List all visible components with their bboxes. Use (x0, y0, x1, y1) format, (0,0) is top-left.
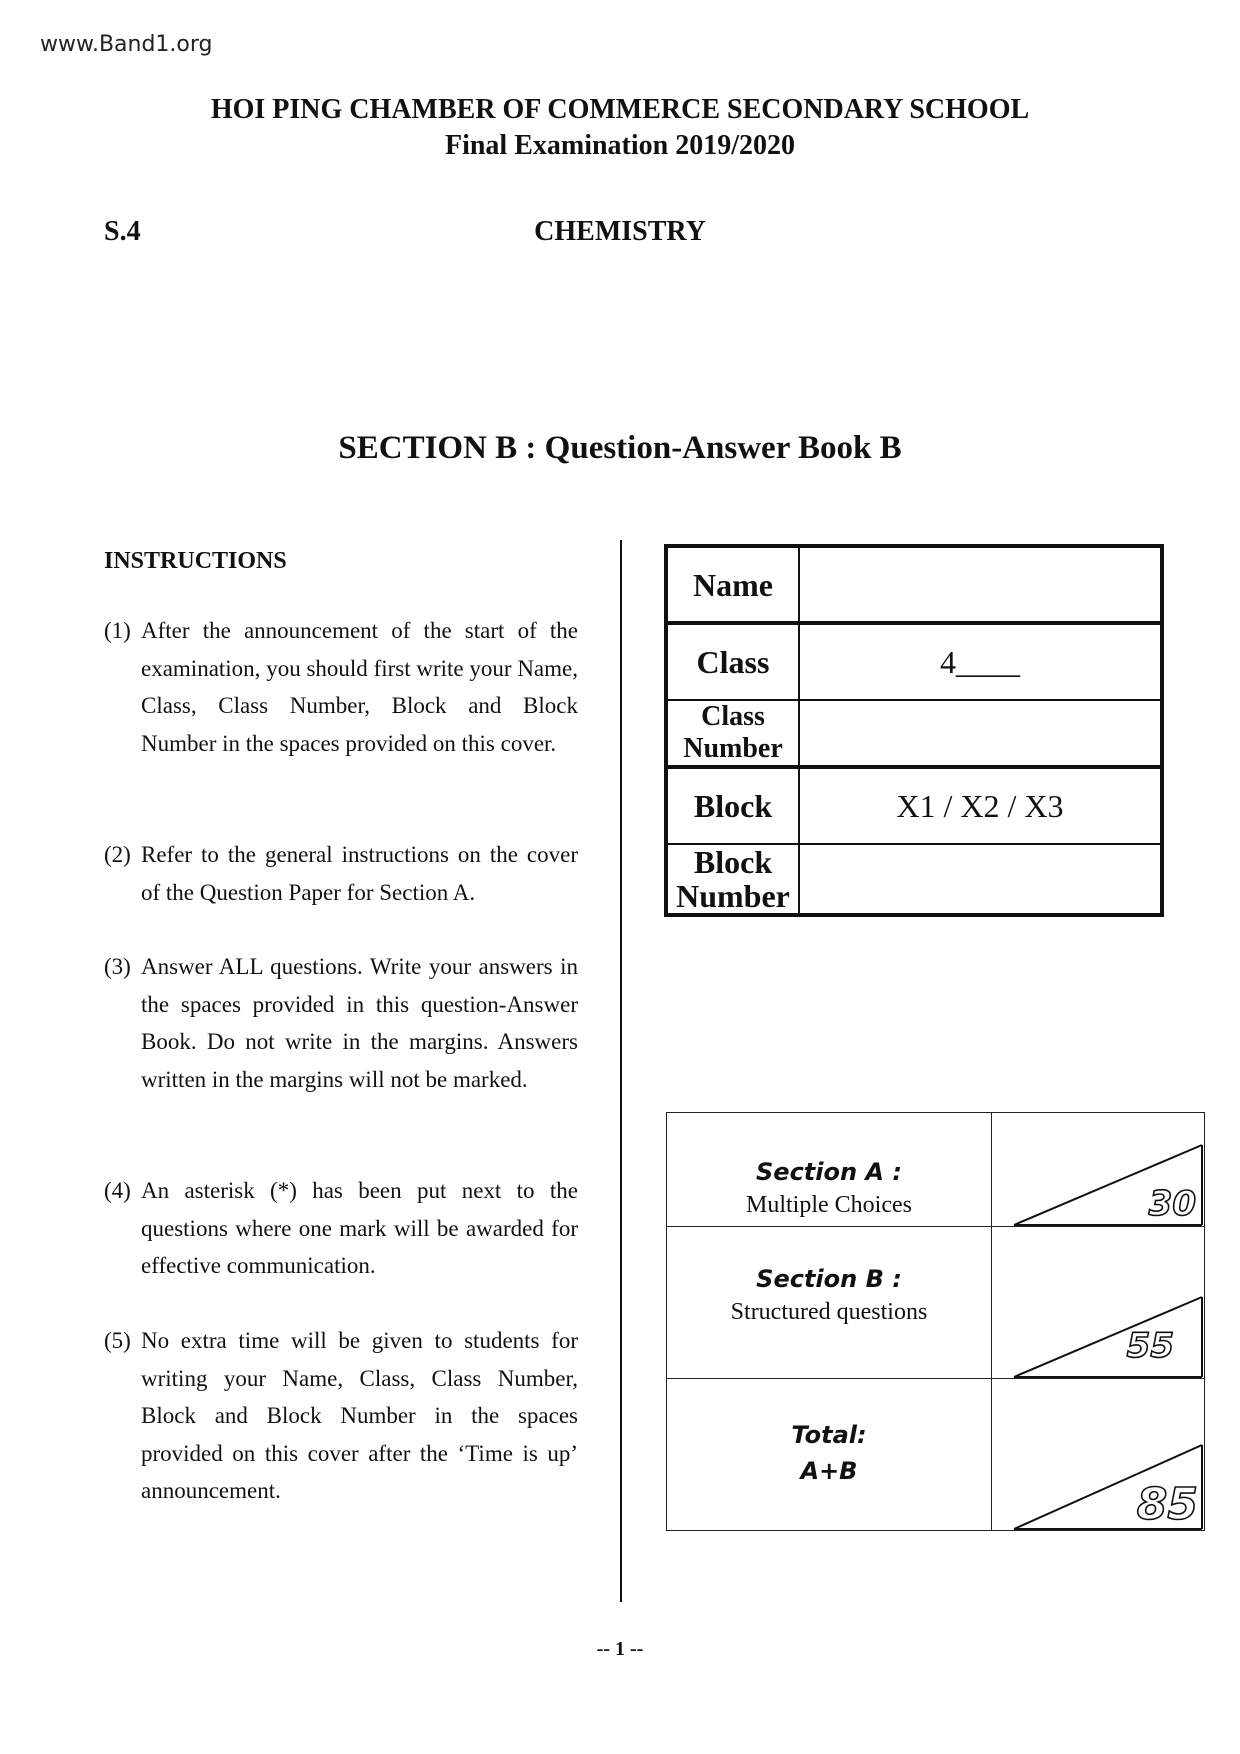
total-cell (667, 1379, 992, 1531)
form-level: S.4 (104, 216, 141, 247)
instruction-number: (5) (104, 1328, 131, 1353)
class-number-label (666, 700, 799, 767)
class-number-field[interactable] (799, 700, 1162, 767)
instruction-text: Answer ALL questions. Write your answers in the spaces provided in this question-Answer Book. Do not write in the margins. Answers written in the margins will not be marked. (141, 954, 578, 1092)
instruction-item-3 (104, 948, 578, 1098)
instruction-number: (2) (104, 842, 131, 867)
instruction-text: No extra time will be given to students for writing your Name, Class, Class Number, Block and Block Number in the spaces provided on this cover after the ‘Time is up’ announcement. (141, 1328, 578, 1503)
section-a-total-marks: 30 (1148, 1184, 1196, 1224)
section-b-heading: Section B : (756, 1265, 902, 1293)
section-a-row (667, 1113, 1205, 1227)
page-number: -- 1 -- (596, 1638, 644, 1660)
instruction-number: (1) (104, 618, 131, 643)
block-number-row (666, 844, 1162, 915)
exam-title: Final Examination 2019/2020 (444, 130, 796, 161)
name-field[interactable] (799, 546, 1162, 623)
block-number-label-line1: Block (693, 844, 773, 880)
instruction-item-2 (104, 836, 578, 911)
section-a-subtitle: Multiple Choices (746, 1192, 912, 1218)
block-number-field[interactable] (799, 844, 1162, 915)
block-row (666, 767, 1162, 844)
class-number-label-line1: Class (701, 701, 765, 732)
block-number-label (666, 844, 799, 915)
block-number-label-line2: Number (676, 878, 790, 914)
class-label: Class (666, 623, 799, 700)
section-b-score-box[interactable] (992, 1227, 1205, 1379)
instruction-item-5 (104, 1322, 578, 1510)
column-divider (620, 540, 622, 1602)
section-b-row (667, 1227, 1205, 1379)
section-a-score-box[interactable] (992, 1113, 1205, 1227)
class-number-label-line2: Number (683, 733, 783, 764)
total-subtitle: A+B (800, 1457, 858, 1485)
section-a-cell (667, 1113, 992, 1227)
class-number-row (666, 700, 1162, 767)
subject-title: CHEMISTRY (534, 216, 706, 247)
section-b-total-marks: 55 (1126, 1326, 1174, 1366)
section-b-subtitle: Structured questions (730, 1299, 928, 1325)
class-row (666, 623, 1162, 700)
class-field[interactable]: 4____ (799, 623, 1162, 700)
section-b-cell (667, 1227, 992, 1379)
block-field[interactable]: X1 / X2 / X3 (799, 767, 1162, 844)
instruction-number: (3) (104, 954, 131, 979)
watermark-url: www.Band1.org (40, 32, 213, 57)
instruction-text: Refer to the general instructions on the cover of the Question Paper for Section A. (141, 842, 578, 905)
instruction-number: (4) (104, 1178, 131, 1203)
block-label: Block (666, 767, 799, 844)
section-a-heading: Section A : (756, 1158, 902, 1186)
school-header (0, 92, 1240, 164)
name-row (666, 546, 1162, 623)
marks-table (666, 1112, 1205, 1531)
student-info-table (664, 544, 1164, 917)
section-title: SECTION B : Question-Answer Book B (338, 430, 902, 466)
name-label: Name (666, 546, 799, 623)
instruction-text: After the announcement of the start of the examination, you should first write your Name, Class, Class Number, Block and Block Number in the spaces provided on this cover. (141, 618, 578, 756)
instructions-heading: INSTRUCTIONS (104, 548, 287, 574)
school-name: HOI PING CHAMBER OF COMMERCE SECONDARY SCHOOL (210, 94, 1030, 125)
instruction-item-1 (104, 612, 578, 762)
instruction-text: An asterisk (*) has been put next to the questions where one mark will be awarded for effective communication. (141, 1178, 578, 1278)
total-heading: Total: (791, 1421, 867, 1449)
total-marks: 85 (1136, 1479, 1198, 1530)
total-row (667, 1379, 1205, 1531)
instruction-item-4 (104, 1172, 578, 1285)
total-score-box[interactable] (992, 1379, 1205, 1531)
